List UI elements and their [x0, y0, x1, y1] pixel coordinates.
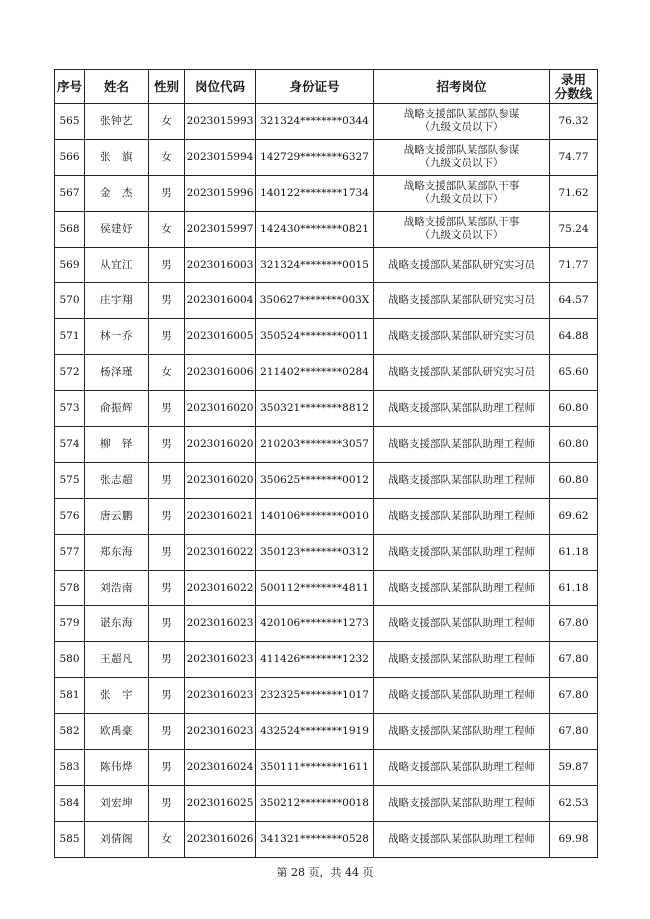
cell-post-code: 2023016004: [185, 283, 256, 319]
cell-post: [374, 642, 550, 678]
cell-score: 71.62: [550, 175, 598, 211]
cell-score: 76.32: [550, 104, 598, 140]
cell-score: 67.80: [550, 678, 598, 714]
cell-post-code: 2023015994: [185, 139, 256, 175]
cell-post: [374, 714, 550, 750]
header-post-code: 岗位代码: [185, 70, 256, 104]
cell-name: 刘倩阁: [85, 821, 149, 857]
admission-roster-table: [54, 69, 598, 858]
table-row: [55, 247, 598, 283]
cell-no: 569: [55, 247, 85, 283]
cell-score: 75.24: [550, 211, 598, 247]
cell-post-line: （九级文员以下）: [419, 157, 504, 170]
cell-score: 67.80: [550, 642, 598, 678]
cell-id-number: 142729********6327: [256, 139, 374, 175]
cell-gender: 男: [149, 283, 185, 319]
header-no: 序号: [55, 70, 85, 104]
table-row: [55, 104, 598, 140]
cell-post: [374, 247, 550, 283]
cell-name: 唐云鹏: [85, 498, 149, 534]
table-row: [55, 355, 598, 391]
cell-post-code: 2023016021: [185, 498, 256, 534]
cell-gender: 男: [149, 642, 185, 678]
cell-id-number: 432524********1919: [256, 714, 374, 750]
cell-name: 王超凡: [85, 642, 149, 678]
cell-score: 62.53: [550, 785, 598, 821]
cell-gender: 男: [149, 498, 185, 534]
cell-no: 573: [55, 391, 85, 427]
cell-no: 574: [55, 427, 85, 463]
cell-gender: 男: [149, 785, 185, 821]
cell-post-line: 战略支援部队某部队助理工程师: [388, 832, 535, 845]
cell-gender: 女: [149, 139, 185, 175]
cell-name: 欧禹豪: [85, 714, 149, 750]
header-gender: 性别: [149, 70, 185, 104]
table-body: [55, 104, 598, 858]
cell-gender: 男: [149, 462, 185, 498]
cell-score: 60.80: [550, 427, 598, 463]
header-score: 录用 分数线: [550, 70, 598, 104]
cell-no: 568: [55, 211, 85, 247]
cell-post: [374, 606, 550, 642]
cell-post-line: 战略支援部队某部队助理工程师: [388, 545, 535, 558]
cell-id-number: 350524********0011: [256, 319, 374, 355]
cell-score: 74.77: [550, 139, 598, 175]
cell-gender: 男: [149, 175, 185, 211]
page-footer: 第 28 页，共 44 页: [276, 866, 374, 879]
cell-id-number: 321324********0344: [256, 104, 374, 140]
cell-gender: 男: [149, 678, 185, 714]
cell-gender: 男: [149, 391, 185, 427]
cell-id-number: 341321********0528: [256, 821, 374, 857]
cell-gender: 女: [149, 211, 185, 247]
table-row: [55, 391, 598, 427]
cell-post-code: 2023016023: [185, 642, 256, 678]
cell-name: 张 旗: [85, 139, 149, 175]
cell-post-code: 2023015996: [185, 175, 256, 211]
table-row: [55, 570, 598, 606]
cell-gender: 男: [149, 319, 185, 355]
cell-no: 583: [55, 750, 85, 786]
cell-post-code: 2023015997: [185, 211, 256, 247]
cell-post: [374, 427, 550, 463]
cell-no: 584: [55, 785, 85, 821]
cell-post-code: 2023016024: [185, 750, 256, 786]
cell-post-line: 战略支援部队某部队干事: [403, 180, 520, 193]
cell-post-line: 战略支援部队某部队助理工程师: [388, 689, 535, 702]
cell-post: [374, 570, 550, 606]
cell-post-line: 战略支援部队某部队参谋: [403, 108, 520, 121]
cell-post-line: 战略支援部队某部队助理工程师: [388, 473, 535, 486]
cell-no: 570: [55, 283, 85, 319]
cell-post: [374, 319, 550, 355]
cell-id-number: 350212********0018: [256, 785, 374, 821]
cell-post: [374, 678, 550, 714]
cell-post-code: 2023016023: [185, 606, 256, 642]
table-row: [55, 211, 598, 247]
cell-gender: 男: [149, 427, 185, 463]
cell-id-number: 350625********0012: [256, 462, 374, 498]
cell-post: [374, 534, 550, 570]
cell-gender: 男: [149, 750, 185, 786]
cell-post-code: 2023016020: [185, 427, 256, 463]
cell-post-code: 2023015993: [185, 104, 256, 140]
table-row: [55, 642, 598, 678]
cell-post: [374, 498, 550, 534]
cell-post-code: 2023016025: [185, 785, 256, 821]
cell-score: 64.88: [550, 319, 598, 355]
cell-id-number: 140122********1734: [256, 175, 374, 211]
cell-id-number: 350321********8812: [256, 391, 374, 427]
cell-post-line: 战略支援部队某部队干事: [403, 216, 520, 229]
cell-id-number: 210203********3057: [256, 427, 374, 463]
cell-post-line: 战略支援部队某部队助理工程师: [388, 402, 535, 415]
header-id-number: 身份证号: [256, 70, 374, 104]
cell-gender: 女: [149, 355, 185, 391]
table-row: [55, 714, 598, 750]
cell-no: 578: [55, 570, 85, 606]
cell-post-code: 2023016003: [185, 247, 256, 283]
cell-post-line: 战略支援部队某部队参谋: [403, 144, 520, 157]
cell-score: 65.60: [550, 355, 598, 391]
cell-post-line: 战略支援部队某部队研究实习员: [388, 294, 535, 307]
cell-post-line: （九级文员以下）: [419, 121, 504, 134]
cell-post-line: 战略支援部队某部队研究实习员: [388, 366, 535, 379]
cell-name: 俞振辉: [85, 391, 149, 427]
cell-name: 金 杰: [85, 175, 149, 211]
cell-no: 580: [55, 642, 85, 678]
cell-name: 张钟艺: [85, 104, 149, 140]
cell-post: [374, 104, 550, 140]
table-row: [55, 785, 598, 821]
cell-name: 张 宇: [85, 678, 149, 714]
cell-gender: 女: [149, 104, 185, 140]
cell-post: [374, 283, 550, 319]
cell-name: 陈伟烨: [85, 750, 149, 786]
cell-post-line: 战略支援部队某部队助理工程师: [388, 437, 535, 450]
table-header-row: [55, 70, 598, 104]
cell-no: 579: [55, 606, 85, 642]
cell-post-line: 战略支援部队某部队助理工程师: [388, 617, 535, 630]
cell-id-number: 140106********0010: [256, 498, 374, 534]
table-row: [55, 175, 598, 211]
cell-post-code: 2023016026: [185, 821, 256, 857]
cell-post-code: 2023016022: [185, 534, 256, 570]
table-row: [55, 319, 598, 355]
cell-post-line: （九级文员以下）: [419, 229, 504, 242]
cell-name: 侯建妤: [85, 211, 149, 247]
cell-post-code: 2023016020: [185, 462, 256, 498]
cell-score: 67.80: [550, 606, 598, 642]
cell-post: [374, 355, 550, 391]
cell-post-code: 2023016023: [185, 714, 256, 750]
cell-id-number: 350111********1611: [256, 750, 374, 786]
header-name: 姓名: [85, 70, 149, 104]
cell-gender: 男: [149, 606, 185, 642]
cell-gender: 男: [149, 714, 185, 750]
cell-no: 576: [55, 498, 85, 534]
cell-post: [374, 211, 550, 247]
cell-id-number: 411426********1232: [256, 642, 374, 678]
table-row: [55, 606, 598, 642]
cell-id-number: 142430********0821: [256, 211, 374, 247]
cell-score: 60.80: [550, 391, 598, 427]
cell-name: 柳 铎: [85, 427, 149, 463]
cell-score: 69.62: [550, 498, 598, 534]
cell-id-number: 321324********0015: [256, 247, 374, 283]
cell-post-line: 战略支援部队某部队助理工程师: [388, 760, 535, 773]
cell-no: 566: [55, 139, 85, 175]
cell-post-line: 战略支援部队某部队助理工程师: [388, 725, 535, 738]
cell-no: 565: [55, 104, 85, 140]
cell-post-code: 2023016022: [185, 570, 256, 606]
cell-id-number: 350627********003X: [256, 283, 374, 319]
cell-post: [374, 391, 550, 427]
cell-no: 577: [55, 534, 85, 570]
cell-name: 谌东海: [85, 606, 149, 642]
cell-post-code: 2023016023: [185, 678, 256, 714]
cell-name: 杨泽瑾: [85, 355, 149, 391]
cell-post-line: 战略支援部队某部队研究实习员: [388, 330, 535, 343]
cell-post: [374, 139, 550, 175]
cell-score: 69.98: [550, 821, 598, 857]
cell-name: 张志超: [85, 462, 149, 498]
cell-id-number: 500112********4811: [256, 570, 374, 606]
cell-name: 从宜江: [85, 247, 149, 283]
table-row: [55, 534, 598, 570]
cell-post-line: 战略支援部队某部队助理工程师: [388, 796, 535, 809]
cell-score: 64.57: [550, 283, 598, 319]
cell-post-code: 2023016020: [185, 391, 256, 427]
table-row: [55, 139, 598, 175]
table-row: [55, 498, 598, 534]
cell-name: 刘浩南: [85, 570, 149, 606]
table-row: [55, 283, 598, 319]
cell-post: [374, 821, 550, 857]
cell-no: 567: [55, 175, 85, 211]
cell-post-line: 战略支援部队某部队助理工程师: [388, 653, 535, 666]
cell-id-number: 211402********0284: [256, 355, 374, 391]
cell-name: 林一乔: [85, 319, 149, 355]
cell-id-number: 420106********1273: [256, 606, 374, 642]
cell-no: 572: [55, 355, 85, 391]
cell-score: 61.18: [550, 570, 598, 606]
cell-post-line: 战略支援部队某部队助理工程师: [388, 581, 535, 594]
cell-name: 庄宇翔: [85, 283, 149, 319]
table-row: [55, 678, 598, 714]
cell-name: 刘宏坤: [85, 785, 149, 821]
cell-gender: 男: [149, 247, 185, 283]
cell-name: 郑东海: [85, 534, 149, 570]
cell-gender: 女: [149, 821, 185, 857]
cell-post: [374, 462, 550, 498]
cell-no: 571: [55, 319, 85, 355]
cell-post: [374, 750, 550, 786]
cell-post: [374, 175, 550, 211]
cell-no: 575: [55, 462, 85, 498]
table-row: [55, 750, 598, 786]
cell-no: 585: [55, 821, 85, 857]
cell-gender: 男: [149, 534, 185, 570]
table-row: [55, 462, 598, 498]
cell-score: 60.80: [550, 462, 598, 498]
cell-no: 581: [55, 678, 85, 714]
cell-id-number: 232325********1017: [256, 678, 374, 714]
cell-post-line: 战略支援部队某部队助理工程师: [388, 509, 535, 522]
cell-score: 61.18: [550, 534, 598, 570]
table-row: [55, 427, 598, 463]
cell-post-line: 战略支援部队某部队研究实习员: [388, 258, 535, 271]
cell-score: 59.87: [550, 750, 598, 786]
header-post: 招考岗位: [374, 70, 550, 104]
cell-score: 71.77: [550, 247, 598, 283]
cell-post-code: 2023016006: [185, 355, 256, 391]
cell-post-code: 2023016005: [185, 319, 256, 355]
cell-post-line: （九级文员以下）: [419, 193, 504, 206]
cell-score: 67.80: [550, 714, 598, 750]
cell-gender: 男: [149, 570, 185, 606]
table-row: [55, 821, 598, 857]
cell-id-number: 350123********0312: [256, 534, 374, 570]
cell-no: 582: [55, 714, 85, 750]
cell-post: [374, 785, 550, 821]
